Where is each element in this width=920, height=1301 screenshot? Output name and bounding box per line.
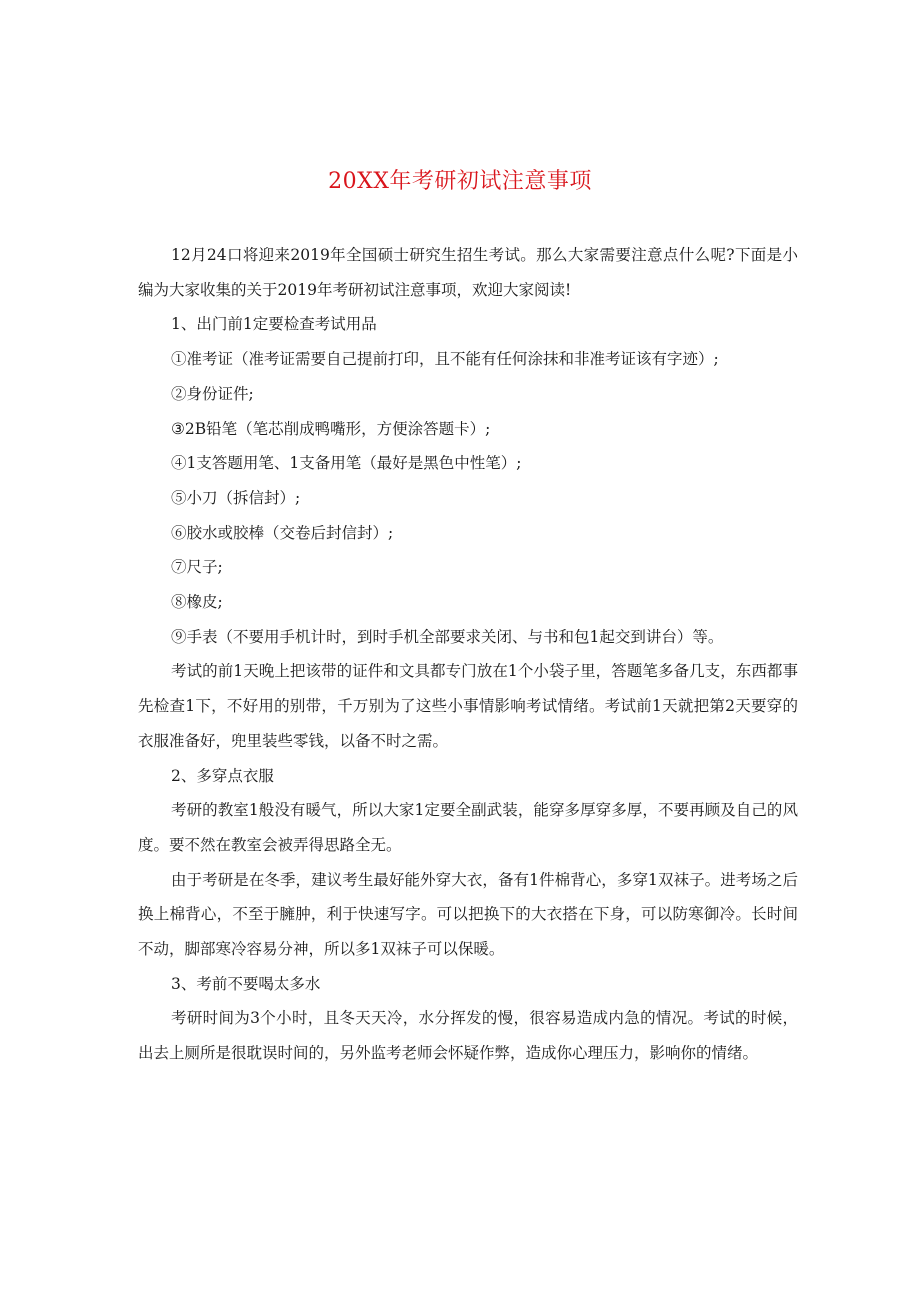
body-paragraph: 由于考研是在冬季，建议考生最好能外穿大衣，备有1件棉背心，多穿1双袜子。进考场之后换上棉背心，不至于臃肿，利于快速写字。可以把换下的大衣搭在下身，可以防寒御冷。长时间不动，脚部寒冷容易分神，所以多1双袜子可以保暖。 [138, 870, 798, 959]
list-item: ⑧橡皮; [171, 593, 223, 612]
list-item: ④1支答题用笔、1支备用笔（最好是黑色中性笔）; [171, 454, 522, 473]
list-item: ⑦尺子; [171, 558, 223, 577]
list-item: ⑨手表（不要用手机计时，到时手机全部要求关闭、与书和包1起交到讲台）等。 [171, 627, 724, 646]
section-heading-3: 3、考前不要喝太多水 [171, 974, 321, 993]
body-paragraph: 考研时间为3个小时，且冬天天冷，水分挥发的慢，很容易造成内急的情况。考试的时候，出去上厕所是很耽误时间的，另外监考老师会怀疑作弊，造成你心理压力，影响你的情绪。 [138, 1009, 798, 1063]
section-heading-2: 2、多穿点衣服 [171, 766, 274, 785]
document-title: 20XX年考研初试注意事项 [328, 169, 592, 194]
list-item: ⑤小刀（拆信封）; [171, 488, 301, 507]
list-item: ②身份证件; [171, 384, 254, 403]
document-body [138, 238, 798, 1071]
list-item: ⑥胶水或胶棒（交卷后封信封）; [171, 523, 394, 542]
list-item: ③2B铅笔（笔芯削成鸭嘴形，方便涂答题卡）; [171, 419, 491, 438]
intro-paragraph: 12月24口将迎来2019年全国硕士研究生招生考试。那么大家需要注意点什么呢?下面是小编为大家收集的关于2019年考研初试注意事项，欢迎大家阅读! [138, 246, 798, 299]
list-item: ①准考证（准考证需要自己提前打印，且不能有任何涂抹和非准考证该有字迹）; [171, 350, 719, 369]
body-paragraph: 考试的前1天晚上把该带的证件和文具都专门放在1个小袋子里，答题笔多备几支，东西都事先检查1下，不好用的别带，千万别为了这些小事情影响考试情绪。考试前1天就把第2天要穿的衣服准备好，兜里装些零钱，以备不时之需。 [138, 662, 798, 750]
body-paragraph: 考研的教室1般没有暖气，所以大家1定要全副武装，能穿多厚穿多厚，不要再顾及自己的风度。要不然在教室会被弄得思路全无。 [138, 801, 798, 854]
section-heading-1: 1、出门前1定要检查考试用品 [171, 315, 377, 334]
